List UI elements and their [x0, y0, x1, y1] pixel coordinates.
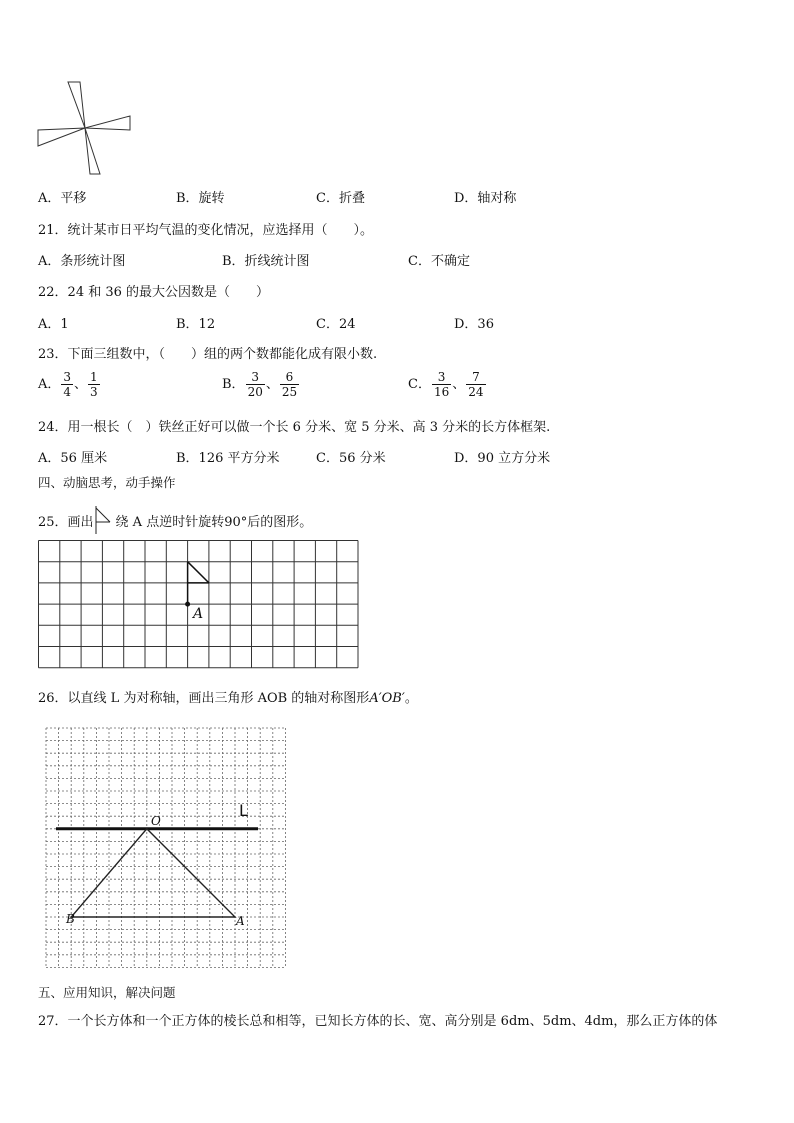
q22-option-b[interactable]: B．12	[176, 317, 216, 332]
q24-stem: 24．用一根长（ ）铁丝正好可以做一个长 6 分米、宽 5 分米、高 3 分米的长方体框架.	[38, 420, 551, 435]
separator: 、	[74, 377, 88, 392]
q20-option-b[interactable]: B．旋转	[176, 191, 225, 206]
q20-option-d[interactable]: D．轴对称	[454, 191, 517, 206]
q26-stem-math: A′OB′	[369, 691, 405, 706]
q25-stem	[38, 506, 312, 536]
q26-label-b: B	[66, 912, 75, 926]
q26-stem-text: 26．以直线 L 为对称轴，画出三角形 AOB 的轴对称图形	[38, 691, 370, 706]
section-heading-4: 四、动脑思考，动手操作	[38, 475, 176, 490]
fraction: $\frac{1}{3}$	[90, 370, 98, 399]
q27-stem: 27．一个长方体和一个正方体的棱长总和相等，已知长方体的长、宽、高分别是 6dm、5dm、4dm，那么正方体的体	[38, 1014, 718, 1029]
q25-point-label: A	[193, 606, 204, 622]
q23-option-a[interactable]	[38, 370, 101, 399]
fraction: $\frac{3}{16}$	[433, 370, 450, 399]
flag-shape-icon	[94, 506, 116, 536]
q23-option-c[interactable]	[408, 370, 487, 399]
q26-label-o: O	[151, 814, 161, 828]
fraction: $\frac{3}{4}$	[63, 370, 72, 399]
q21-option-a[interactable]: A．条形统计图	[38, 254, 126, 269]
q25-grid[interactable]	[38, 540, 360, 670]
q23-stem: 23．下面三组数中，（ ）组的两个数都能化成有限小数.	[38, 347, 378, 362]
q22-option-d[interactable]: D．36	[454, 317, 494, 332]
separator: 、	[265, 377, 279, 392]
fraction: $\frac{7}{24}$	[468, 370, 484, 399]
option-letter: C．	[408, 377, 431, 392]
q26-stem	[38, 687, 418, 706]
q21-stem: 21．统计某市日平均气温的变化情况，应选择用（ ）。	[38, 223, 374, 238]
q24-option-c[interactable]: C．56 分米	[316, 451, 386, 466]
point-a-dot	[185, 602, 190, 607]
q23-option-b[interactable]	[222, 370, 300, 399]
q24-option-a[interactable]: A．56 厘米	[38, 451, 108, 466]
q25-stem-pre: 25．画出	[38, 515, 94, 530]
triangle-aob	[71, 829, 235, 917]
q22-option-a[interactable]: A．1	[38, 317, 69, 332]
section-heading-5: 五、应用知识，解决问题	[38, 985, 176, 1000]
option-letter: B．	[222, 377, 245, 392]
flag-hypotenuse	[188, 562, 209, 583]
q21-option-b[interactable]: B．折线统计图	[222, 254, 310, 269]
q26-label-a: A	[236, 914, 245, 928]
option-letter: A．	[38, 377, 61, 392]
q26-label-l: L	[239, 801, 248, 820]
q25-stem-post: 绕 A 点逆时针旋转90°后的图形。	[115, 515, 313, 530]
q26-grid[interactable]	[42, 722, 292, 968]
q24-option-d[interactable]: D．90 立方分米	[454, 451, 551, 466]
separator: 、	[452, 377, 466, 392]
pinwheel-figure	[36, 78, 136, 158]
q24-option-b[interactable]: B．126 平方分米	[176, 451, 280, 466]
q22-option-c[interactable]: C．24	[316, 317, 356, 332]
q20-option-a[interactable]: A．平移	[38, 191, 87, 206]
fraction: $\frac{3}{20}$	[247, 370, 263, 399]
q20-option-c[interactable]: C．折叠	[316, 191, 365, 206]
q26-stem-end: 。	[404, 691, 418, 706]
fraction: $\frac{6}{25}$	[281, 370, 298, 399]
q22-stem: 22．24 和 36 的最大公因数是（ ）	[38, 285, 270, 300]
q21-option-c[interactable]: C．不确定	[408, 254, 470, 269]
